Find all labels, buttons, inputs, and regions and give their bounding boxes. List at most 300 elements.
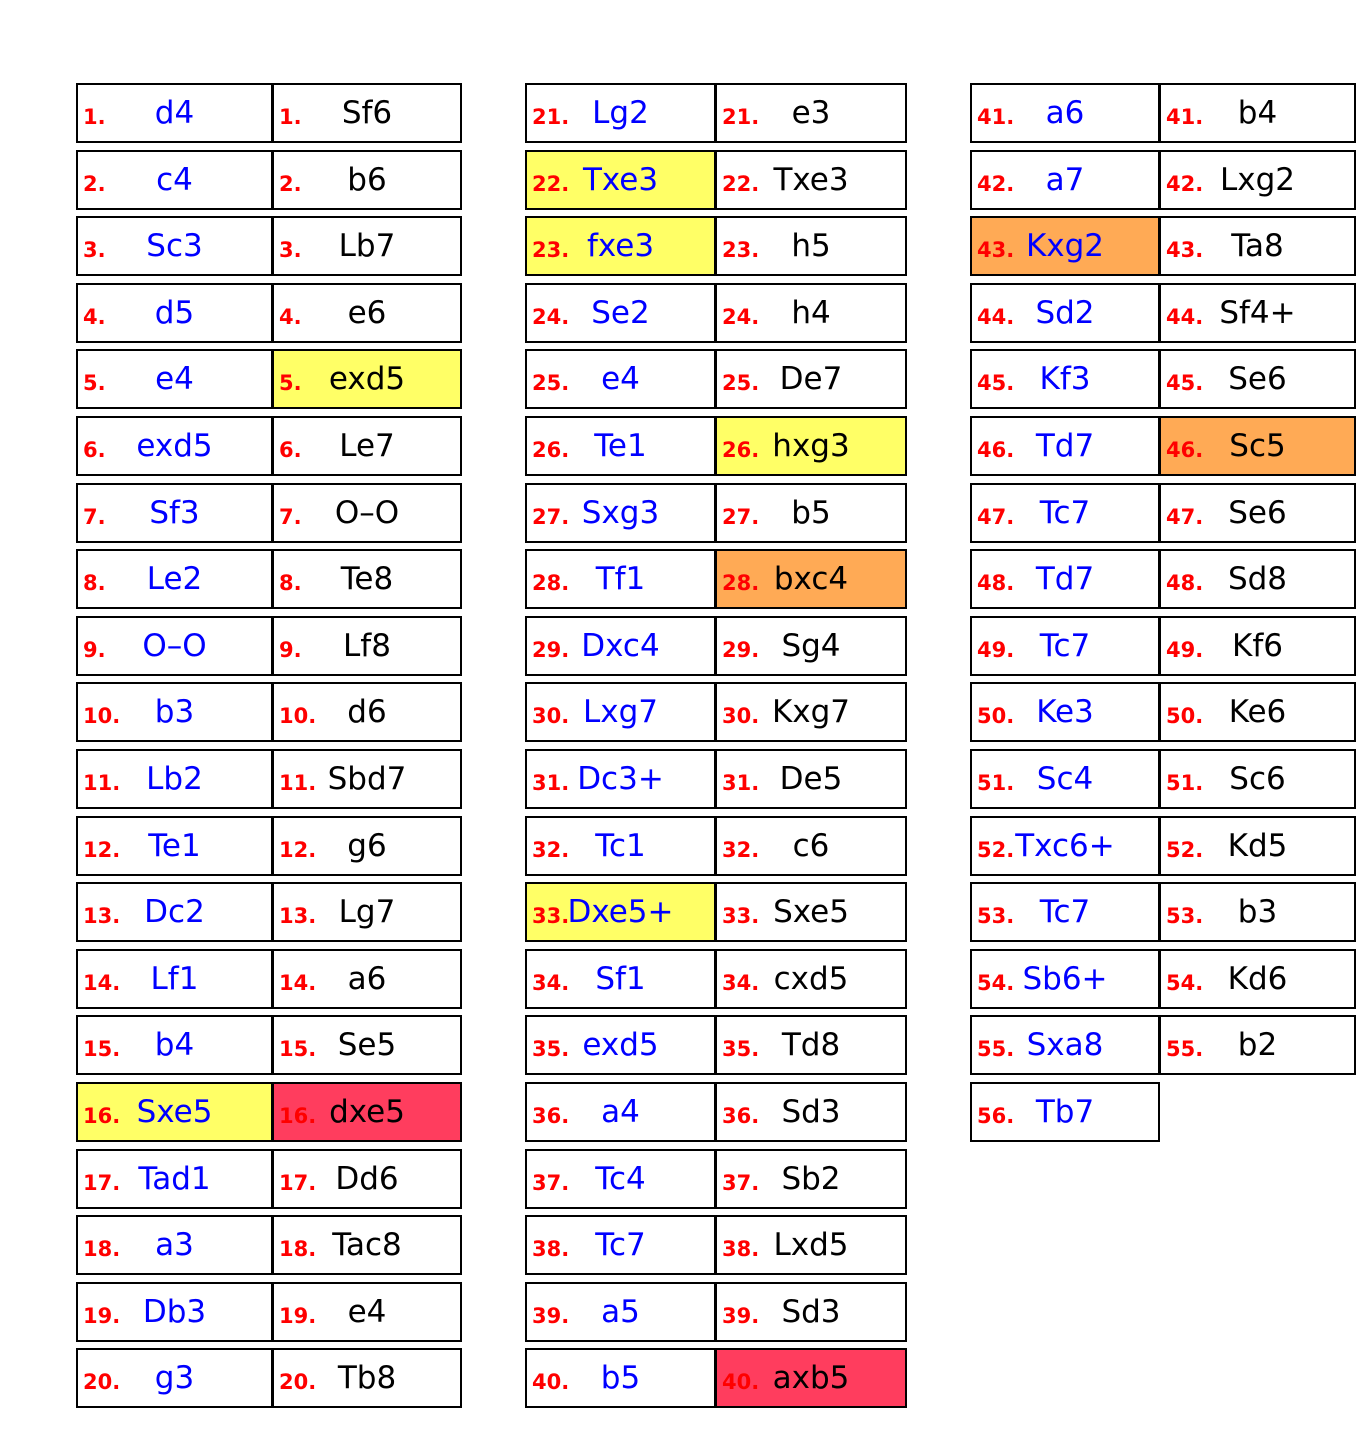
white-move-32 bbox=[525, 816, 716, 876]
white-move-33 bbox=[525, 882, 716, 942]
move-number: 41. bbox=[1166, 105, 1204, 129]
move-number: 4. bbox=[83, 305, 106, 329]
move-notation: Lxg2 bbox=[1219, 162, 1296, 198]
move-number: 3. bbox=[83, 238, 106, 262]
move-notation: Kxg7 bbox=[771, 694, 851, 730]
white-move-50 bbox=[970, 682, 1160, 742]
move-notation: Txc6+ bbox=[1015, 828, 1115, 864]
move-notation: Lg2 bbox=[592, 95, 649, 131]
move-number: 50. bbox=[1166, 704, 1204, 728]
black-move-32 bbox=[715, 816, 907, 876]
white-move-26 bbox=[525, 416, 716, 476]
move-notation: Tc1 bbox=[595, 828, 646, 864]
black-move-17 bbox=[272, 1149, 462, 1209]
move-notation: b3 bbox=[154, 694, 195, 730]
white-move-53 bbox=[970, 882, 1160, 942]
move-notation: b4 bbox=[154, 1027, 195, 1063]
black-move-35 bbox=[715, 1015, 907, 1075]
move-notation: Se6 bbox=[1228, 495, 1287, 531]
black-move-55 bbox=[1159, 1015, 1356, 1075]
move-number: 32. bbox=[532, 838, 570, 862]
black-move-19 bbox=[272, 1282, 462, 1342]
white-move-8 bbox=[76, 549, 273, 609]
black-move-11 bbox=[272, 749, 462, 809]
black-move-22 bbox=[715, 150, 907, 210]
move-notation: dxe5 bbox=[329, 1094, 405, 1130]
black-move-8 bbox=[272, 549, 462, 609]
white-move-17 bbox=[76, 1149, 273, 1209]
black-move-45 bbox=[1159, 349, 1356, 409]
white-move-47 bbox=[970, 483, 1160, 543]
move-number: 48. bbox=[977, 571, 1015, 595]
move-number: 12. bbox=[83, 838, 121, 862]
move-notation: Dxe5+ bbox=[567, 894, 674, 930]
move-number: 8. bbox=[83, 571, 106, 595]
white-move-37 bbox=[525, 1149, 716, 1209]
white-move-21 bbox=[525, 83, 716, 143]
move-number: 8. bbox=[279, 571, 302, 595]
move-number: 20. bbox=[83, 1370, 121, 1394]
move-notation: Td8 bbox=[781, 1027, 841, 1063]
black-move-18 bbox=[272, 1215, 462, 1275]
move-number: 22. bbox=[722, 172, 760, 196]
move-notation: Tad1 bbox=[138, 1161, 211, 1197]
white-move-36 bbox=[525, 1082, 716, 1142]
move-notation: Lxd5 bbox=[773, 1227, 849, 1263]
move-notation: Se5 bbox=[337, 1027, 397, 1063]
move-number: 12. bbox=[279, 838, 317, 862]
move-number: 9. bbox=[83, 638, 106, 662]
black-move-39 bbox=[715, 1282, 907, 1342]
move-notation: Db3 bbox=[142, 1294, 207, 1330]
move-number: 41. bbox=[977, 105, 1015, 129]
move-number: 11. bbox=[279, 771, 317, 795]
move-number: 35. bbox=[722, 1037, 760, 1061]
move-notation: Dc2 bbox=[144, 894, 205, 930]
move-number: 17. bbox=[279, 1171, 317, 1195]
move-number: 36. bbox=[722, 1104, 760, 1128]
move-number: 14. bbox=[83, 971, 121, 995]
black-move-27 bbox=[715, 483, 907, 543]
move-number: 26. bbox=[722, 438, 760, 462]
move-number: 23. bbox=[722, 238, 760, 262]
black-move-3 bbox=[272, 216, 462, 276]
move-notation: Sg4 bbox=[781, 628, 841, 664]
move-notation: Sxa8 bbox=[1026, 1027, 1104, 1063]
move-number: 15. bbox=[83, 1037, 121, 1061]
move-number: 21. bbox=[722, 105, 760, 129]
white-move-48 bbox=[970, 549, 1160, 609]
black-move-13 bbox=[272, 882, 462, 942]
move-number: 44. bbox=[977, 305, 1015, 329]
move-notation: Sf3 bbox=[149, 495, 200, 531]
move-notation: Sd3 bbox=[781, 1094, 841, 1130]
black-move-38 bbox=[715, 1215, 907, 1275]
move-notation: Tf1 bbox=[595, 561, 646, 597]
white-move-35 bbox=[525, 1015, 716, 1075]
move-number: 42. bbox=[977, 172, 1015, 196]
black-move-9 bbox=[272, 616, 462, 676]
move-number: 49. bbox=[977, 638, 1015, 662]
white-move-19 bbox=[76, 1282, 273, 1342]
move-number: 35. bbox=[532, 1037, 570, 1061]
move-notation: Dd6 bbox=[335, 1161, 399, 1197]
move-number: 19. bbox=[279, 1304, 317, 1328]
move-number: 42. bbox=[1166, 172, 1204, 196]
move-number: 17. bbox=[83, 1171, 121, 1195]
move-notation: De7 bbox=[779, 361, 843, 397]
move-notation: a7 bbox=[1045, 162, 1085, 198]
move-notation: Sb2 bbox=[781, 1161, 841, 1197]
black-move-12 bbox=[272, 816, 462, 876]
move-notation: Te8 bbox=[340, 561, 394, 597]
move-number: 16. bbox=[83, 1104, 121, 1128]
black-move-25 bbox=[715, 349, 907, 409]
black-move-1 bbox=[272, 83, 462, 143]
move-number: 25. bbox=[532, 371, 570, 395]
move-number: 11. bbox=[83, 771, 121, 795]
white-move-39 bbox=[525, 1282, 716, 1342]
move-notation: Lf1 bbox=[150, 961, 199, 997]
move-number: 9. bbox=[279, 638, 302, 662]
white-move-12 bbox=[76, 816, 273, 876]
white-move-31 bbox=[525, 749, 716, 809]
move-notation: Sc4 bbox=[1036, 761, 1094, 797]
white-move-13 bbox=[76, 882, 273, 942]
move-notation: Tc7 bbox=[1039, 495, 1091, 531]
white-move-11 bbox=[76, 749, 273, 809]
white-move-29 bbox=[525, 616, 716, 676]
move-number: 22. bbox=[532, 172, 570, 196]
move-notation: Te1 bbox=[148, 828, 201, 864]
white-move-22 bbox=[525, 150, 716, 210]
white-move-16 bbox=[76, 1082, 273, 1142]
move-number: 37. bbox=[532, 1171, 570, 1195]
move-number: 13. bbox=[279, 904, 317, 928]
move-notation: h4 bbox=[791, 295, 831, 331]
move-notation: Tc4 bbox=[595, 1161, 646, 1197]
move-notation: exd5 bbox=[582, 1027, 659, 1063]
move-number: 5. bbox=[279, 371, 302, 395]
black-move-44 bbox=[1159, 283, 1356, 343]
move-notation: exd5 bbox=[328, 361, 406, 397]
move-number: 4. bbox=[279, 305, 302, 329]
black-move-26 bbox=[715, 416, 907, 476]
move-notation: Tc7 bbox=[1039, 628, 1091, 664]
white-move-9 bbox=[76, 616, 273, 676]
black-move-36 bbox=[715, 1082, 907, 1142]
move-number: 7. bbox=[279, 505, 302, 529]
move-number: 34. bbox=[532, 971, 570, 995]
move-notation: Se6 bbox=[1228, 361, 1287, 397]
move-number: 14. bbox=[279, 971, 317, 995]
move-notation: exd5 bbox=[136, 428, 213, 464]
black-move-21 bbox=[715, 83, 907, 143]
black-move-28 bbox=[715, 549, 907, 609]
move-notation: Txe3 bbox=[582, 162, 659, 198]
move-notation: cxd5 bbox=[773, 961, 849, 997]
move-notation: Te1 bbox=[594, 428, 647, 464]
move-notation: hxg3 bbox=[772, 428, 850, 464]
move-number: 19. bbox=[83, 1304, 121, 1328]
move-notation: Kd5 bbox=[1227, 828, 1288, 864]
move-notation: h5 bbox=[791, 228, 831, 264]
black-move-31 bbox=[715, 749, 907, 809]
move-notation: e3 bbox=[791, 95, 831, 131]
move-number: 45. bbox=[977, 371, 1015, 395]
move-notation: b2 bbox=[1237, 1027, 1278, 1063]
move-number: 18. bbox=[279, 1237, 317, 1261]
white-move-55 bbox=[970, 1015, 1160, 1075]
black-move-20 bbox=[272, 1348, 462, 1408]
move-number: 52. bbox=[977, 838, 1015, 862]
move-number: 39. bbox=[532, 1304, 570, 1328]
move-number: 33. bbox=[532, 904, 570, 928]
move-number: 49. bbox=[1166, 638, 1204, 662]
move-number: 27. bbox=[722, 505, 760, 529]
move-notation: Sb6+ bbox=[1022, 961, 1108, 997]
move-notation: Sf1 bbox=[595, 961, 646, 997]
white-move-51 bbox=[970, 749, 1160, 809]
black-move-2 bbox=[272, 150, 462, 210]
move-notation: O–O bbox=[334, 495, 400, 531]
black-move-48 bbox=[1159, 549, 1356, 609]
move-number: 31. bbox=[532, 771, 570, 795]
black-move-41 bbox=[1159, 83, 1356, 143]
move-notation: a4 bbox=[601, 1094, 640, 1130]
move-number: 20. bbox=[279, 1370, 317, 1394]
black-move-23 bbox=[715, 216, 907, 276]
move-notation: Dxc4 bbox=[581, 628, 660, 664]
white-move-18 bbox=[76, 1215, 273, 1275]
black-move-42 bbox=[1159, 150, 1356, 210]
white-move-43 bbox=[970, 216, 1160, 276]
white-move-46 bbox=[970, 416, 1160, 476]
move-notation: Sbd7 bbox=[327, 761, 407, 797]
move-number: 55. bbox=[977, 1037, 1015, 1061]
move-number: 5. bbox=[83, 371, 106, 395]
white-move-27 bbox=[525, 483, 716, 543]
move-notation: Lb2 bbox=[146, 761, 203, 797]
white-move-49 bbox=[970, 616, 1160, 676]
move-notation: a6 bbox=[1045, 95, 1085, 131]
black-move-34 bbox=[715, 949, 907, 1009]
black-move-4 bbox=[272, 283, 462, 343]
move-number: 24. bbox=[532, 305, 570, 329]
black-move-24 bbox=[715, 283, 907, 343]
white-move-2 bbox=[76, 150, 273, 210]
black-move-43 bbox=[1159, 216, 1356, 276]
move-notation: b6 bbox=[347, 162, 387, 198]
move-notation: g6 bbox=[347, 828, 387, 864]
white-move-56 bbox=[970, 1082, 1160, 1142]
move-notation: Kf6 bbox=[1232, 628, 1283, 664]
black-move-49 bbox=[1159, 616, 1356, 676]
move-notation: e6 bbox=[347, 295, 387, 331]
move-notation: Sc6 bbox=[1229, 761, 1286, 797]
black-move-47 bbox=[1159, 483, 1356, 543]
move-number: 25. bbox=[722, 371, 760, 395]
move-notation: O–O bbox=[142, 628, 207, 664]
move-notation: Sf4+ bbox=[1219, 295, 1296, 331]
white-move-28 bbox=[525, 549, 716, 609]
move-number: 32. bbox=[722, 838, 760, 862]
move-notation: c6 bbox=[792, 828, 830, 864]
move-notation: Le7 bbox=[339, 428, 395, 464]
move-notation: Se2 bbox=[591, 295, 650, 331]
move-number: 34. bbox=[722, 971, 760, 995]
move-number: 6. bbox=[279, 438, 302, 462]
black-move-5 bbox=[272, 349, 462, 409]
white-move-30 bbox=[525, 682, 716, 742]
move-number: 56. bbox=[977, 1104, 1015, 1128]
move-number: 33. bbox=[722, 904, 760, 928]
move-notation: b3 bbox=[1237, 894, 1278, 930]
move-notation: Tc7 bbox=[595, 1227, 646, 1263]
move-number: 53. bbox=[977, 904, 1015, 928]
move-number: 54. bbox=[977, 971, 1015, 995]
white-move-38 bbox=[525, 1215, 716, 1275]
move-notation: Sf6 bbox=[341, 95, 393, 131]
white-move-44 bbox=[970, 283, 1160, 343]
black-move-37 bbox=[715, 1149, 907, 1209]
move-number: 31. bbox=[722, 771, 760, 795]
move-number: 21. bbox=[532, 105, 570, 129]
move-notation: fxe3 bbox=[586, 228, 655, 264]
move-notation: Sc5 bbox=[1229, 428, 1286, 464]
move-notation: Td7 bbox=[1035, 428, 1095, 464]
move-notation: Sc3 bbox=[146, 228, 203, 264]
move-number: 37. bbox=[722, 1171, 760, 1195]
move-number: 2. bbox=[83, 172, 106, 196]
move-number: 30. bbox=[722, 704, 760, 728]
move-number: 30. bbox=[532, 704, 570, 728]
move-number: 53. bbox=[1166, 904, 1204, 928]
move-notation: a5 bbox=[601, 1294, 640, 1330]
move-number: 48. bbox=[1166, 571, 1204, 595]
white-move-34 bbox=[525, 949, 716, 1009]
move-number: 43. bbox=[977, 238, 1015, 262]
white-move-10 bbox=[76, 682, 273, 742]
move-notation: Kxg2 bbox=[1025, 228, 1105, 264]
move-number: 10. bbox=[279, 704, 317, 728]
white-move-15 bbox=[76, 1015, 273, 1075]
black-move-50 bbox=[1159, 682, 1356, 742]
move-notation: e4 bbox=[347, 1294, 387, 1330]
move-number: 46. bbox=[977, 438, 1015, 462]
black-move-46 bbox=[1159, 416, 1356, 476]
white-move-42 bbox=[970, 150, 1160, 210]
move-number: 47. bbox=[1166, 505, 1204, 529]
black-move-29 bbox=[715, 616, 907, 676]
white-move-25 bbox=[525, 349, 716, 409]
move-notation: b5 bbox=[600, 1360, 641, 1396]
move-number: 18. bbox=[83, 1237, 121, 1261]
white-move-45 bbox=[970, 349, 1160, 409]
white-move-3 bbox=[76, 216, 273, 276]
move-notation: Kf3 bbox=[1039, 361, 1091, 397]
move-notation: Tb7 bbox=[1035, 1094, 1095, 1130]
move-notation: a6 bbox=[347, 961, 387, 997]
move-number: 1. bbox=[83, 105, 106, 129]
move-notation: Td7 bbox=[1035, 561, 1095, 597]
move-number: 29. bbox=[722, 638, 760, 662]
white-move-1 bbox=[76, 83, 273, 143]
move-number: 2. bbox=[279, 172, 302, 196]
move-notation: Ke3 bbox=[1036, 694, 1094, 730]
move-number: 47. bbox=[977, 505, 1015, 529]
white-move-6 bbox=[76, 416, 273, 476]
move-number: 16. bbox=[279, 1104, 317, 1128]
move-number: 39. bbox=[722, 1304, 760, 1328]
white-move-52 bbox=[970, 816, 1160, 876]
black-move-7 bbox=[272, 483, 462, 543]
move-notation: Sxg3 bbox=[581, 495, 660, 531]
black-move-14 bbox=[272, 949, 462, 1009]
move-number: 10. bbox=[83, 704, 121, 728]
move-notation: g3 bbox=[154, 1360, 195, 1396]
move-number: 7. bbox=[83, 505, 106, 529]
move-number: 15. bbox=[279, 1037, 317, 1061]
move-notation: a3 bbox=[155, 1227, 194, 1263]
white-move-4 bbox=[76, 283, 273, 343]
white-move-40 bbox=[525, 1348, 716, 1408]
black-move-6 bbox=[272, 416, 462, 476]
move-number: 55. bbox=[1166, 1037, 1204, 1061]
move-notation: b5 bbox=[791, 495, 831, 531]
move-notation: Lb7 bbox=[338, 228, 396, 264]
move-number: 40. bbox=[722, 1370, 760, 1394]
move-number: 38. bbox=[532, 1237, 570, 1261]
move-notation: Sd8 bbox=[1227, 561, 1288, 597]
move-notation: Tb8 bbox=[337, 1360, 397, 1396]
black-move-40 bbox=[715, 1348, 907, 1408]
move-number: 6. bbox=[83, 438, 106, 462]
black-move-30 bbox=[715, 682, 907, 742]
white-move-54 bbox=[970, 949, 1160, 1009]
black-move-53 bbox=[1159, 882, 1356, 942]
black-move-51 bbox=[1159, 749, 1356, 809]
move-notation: Kd6 bbox=[1227, 961, 1288, 997]
move-notation: d6 bbox=[347, 694, 387, 730]
move-number: 51. bbox=[977, 771, 1015, 795]
move-notation: Sxe5 bbox=[136, 1094, 213, 1130]
move-notation: De5 bbox=[779, 761, 843, 797]
move-notation: Ta8 bbox=[1231, 228, 1284, 264]
white-move-20 bbox=[76, 1348, 273, 1408]
move-notation: e4 bbox=[155, 361, 194, 397]
move-number: 24. bbox=[722, 305, 760, 329]
black-move-54 bbox=[1159, 949, 1356, 1009]
move-notation: Sxe5 bbox=[773, 894, 849, 930]
move-notation: d4 bbox=[154, 95, 195, 131]
move-notation: Lg7 bbox=[338, 894, 396, 930]
move-number: 54. bbox=[1166, 971, 1204, 995]
white-move-24 bbox=[525, 283, 716, 343]
move-notation: Sd2 bbox=[1035, 295, 1095, 331]
move-number: 13. bbox=[83, 904, 121, 928]
move-notation: c4 bbox=[156, 162, 193, 198]
move-notation: Tc7 bbox=[1039, 894, 1091, 930]
move-number: 23. bbox=[532, 238, 570, 262]
move-number: 51. bbox=[1166, 771, 1204, 795]
black-move-15 bbox=[272, 1015, 462, 1075]
black-move-52 bbox=[1159, 816, 1356, 876]
move-notation: b4 bbox=[1237, 95, 1278, 131]
move-number: 28. bbox=[532, 571, 570, 595]
move-notation: Le2 bbox=[146, 561, 203, 597]
move-notation: bxc4 bbox=[773, 561, 849, 597]
